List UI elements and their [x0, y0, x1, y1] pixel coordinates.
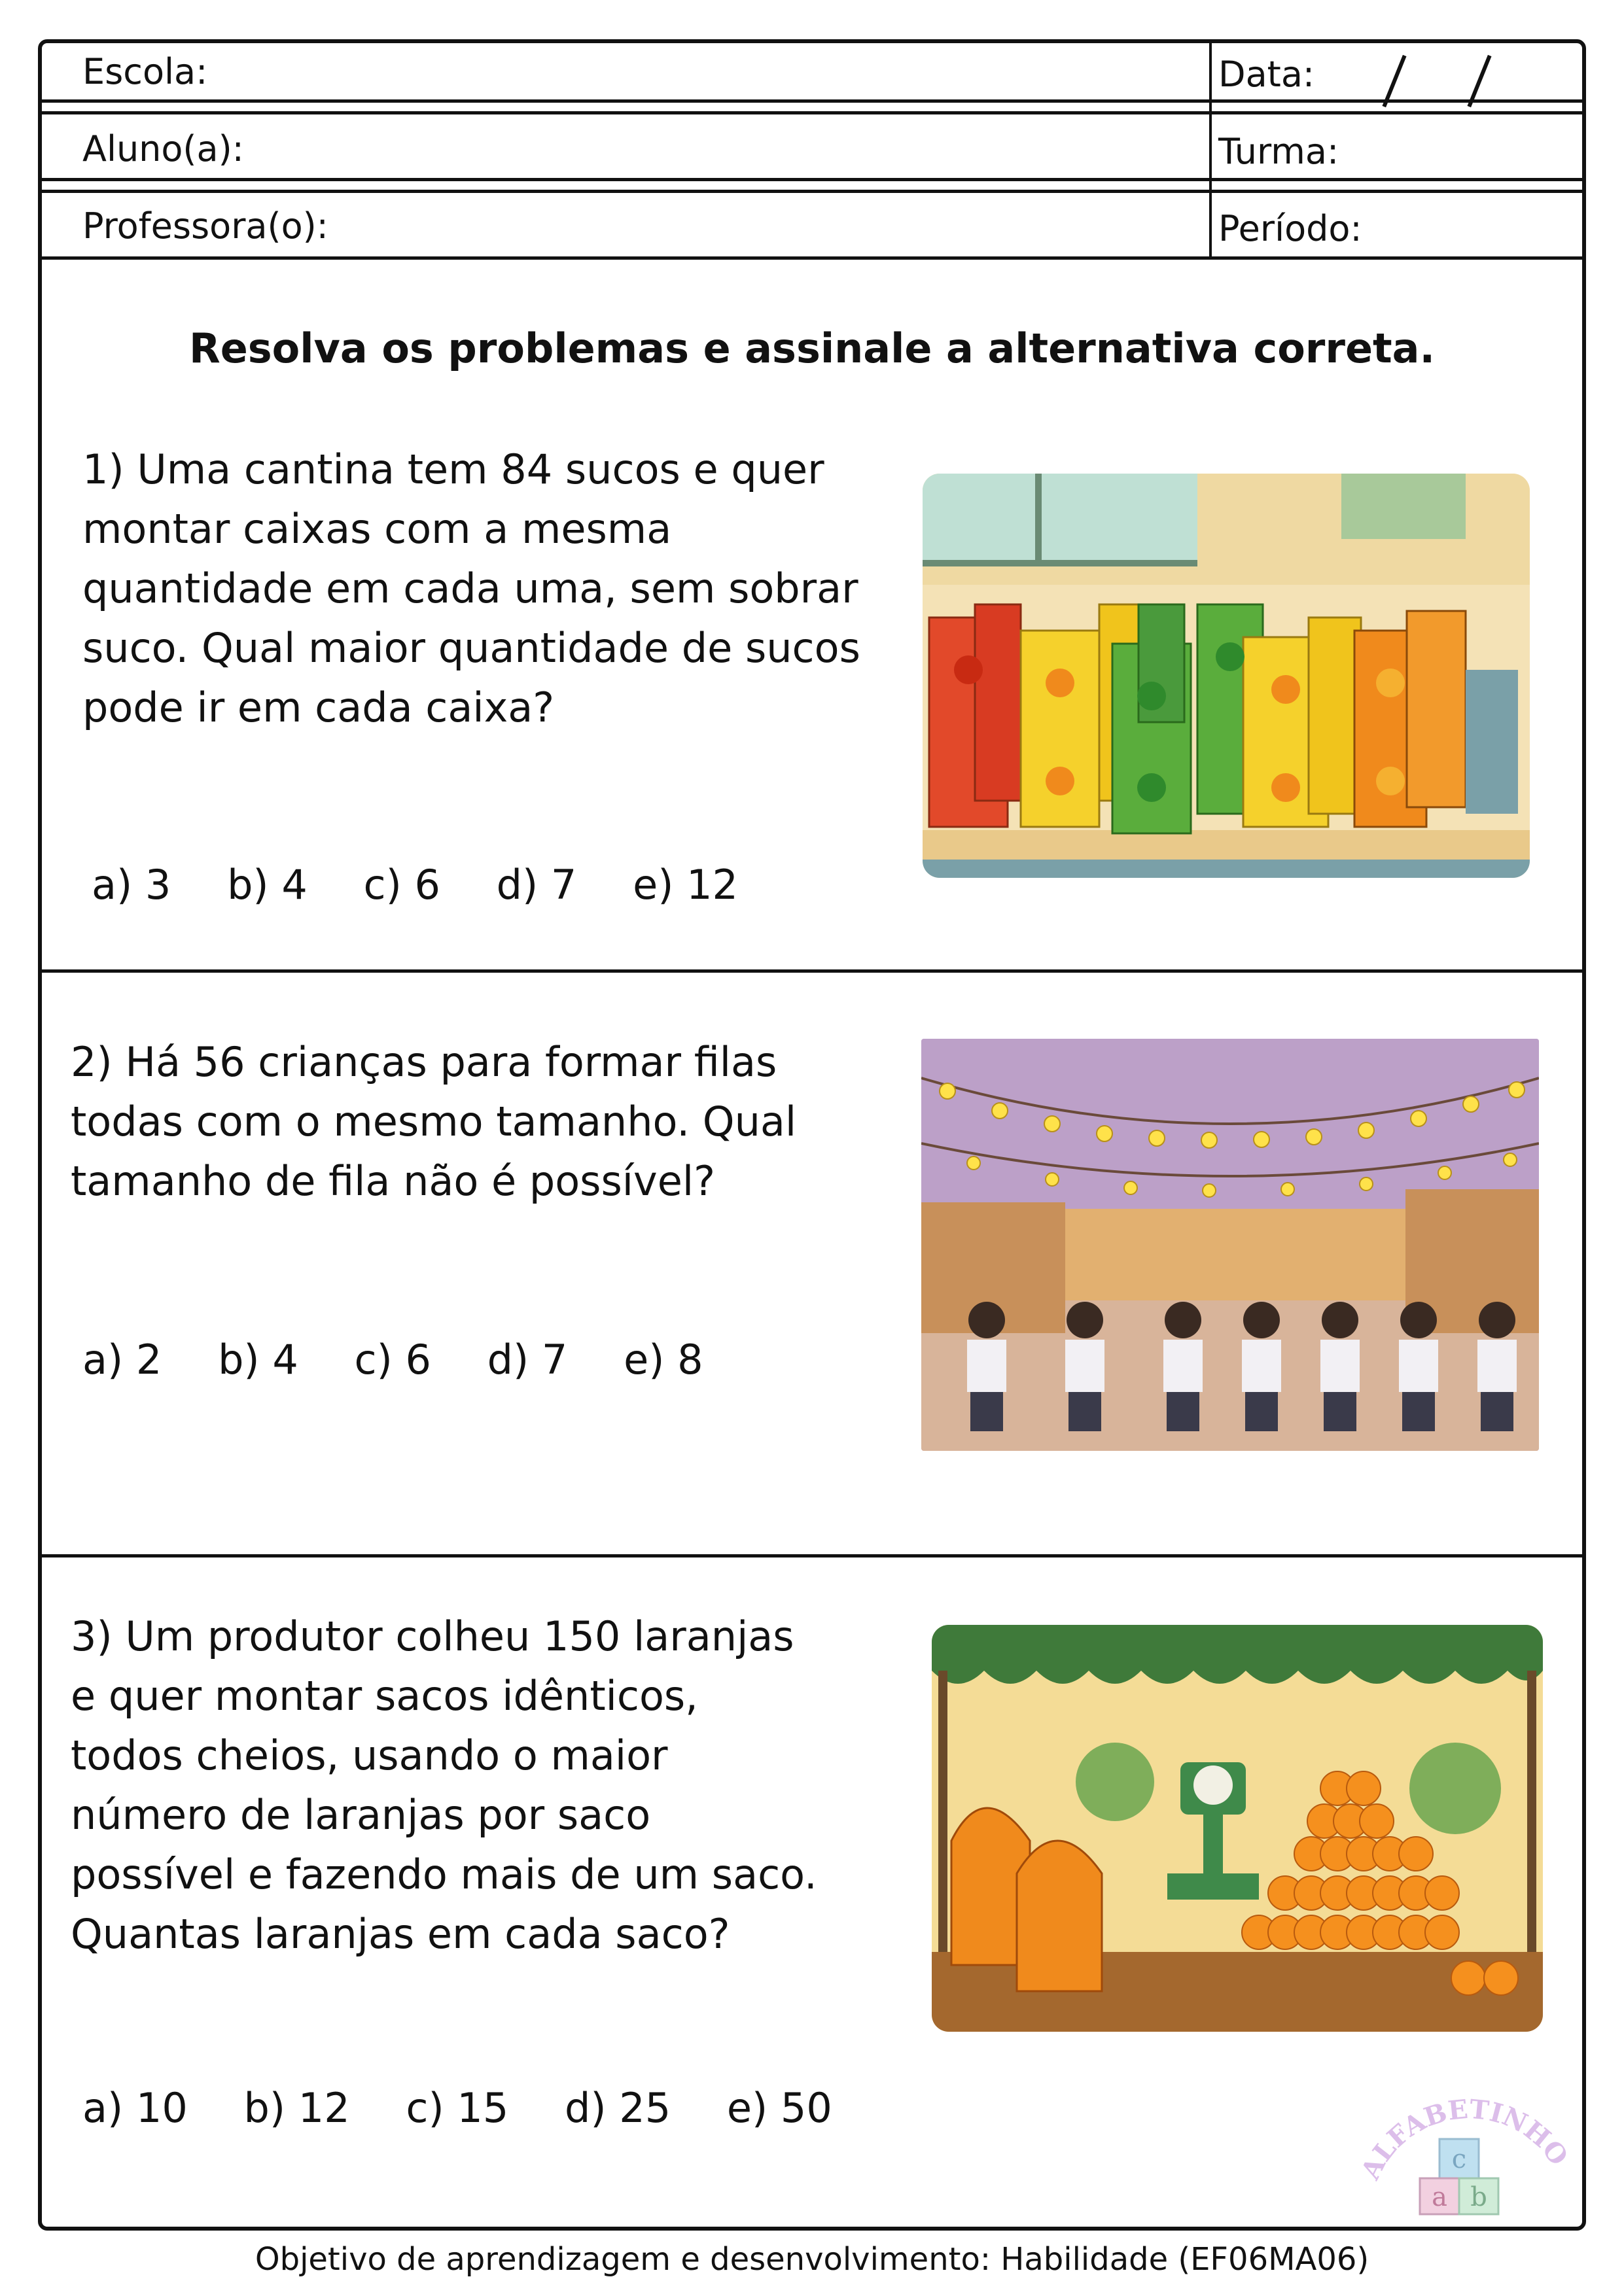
question-3-options [82, 2084, 875, 2132]
juice-boxes-illustration [923, 474, 1530, 878]
turma-label: Turma: [1218, 131, 1339, 172]
option-e[interactable]: e) 50 [726, 2084, 832, 2132]
header-divider [38, 99, 1586, 103]
footer-objective: Objetivo de aprendizagem e desenvolvimento: Habilidade (EF06MA06) [255, 2241, 1369, 2278]
header-column-divider [1209, 41, 1212, 259]
orange-market-illustration [932, 1625, 1543, 2032]
juice-box-group [929, 604, 1518, 833]
svg-text:b: b [1470, 2182, 1487, 2212]
option-b[interactable]: b) 4 [227, 861, 308, 909]
option-c[interactable]: c) 6 [354, 1336, 431, 1383]
question-2-options [82, 1336, 747, 1383]
svg-text:c: c [1451, 2144, 1467, 2174]
escola-label: Escola: [82, 51, 208, 92]
question-3-text: 3) Um produtor colheu 150 laranjas e quer montar sacos idênticos, todos cheios, usando o maior número de laranjas por saco possível e fazendo mais de um saco. Quantas laranjas em cada saco? [71, 1612, 817, 1958]
svg-text:a: a [1432, 2182, 1447, 2212]
header-divider [38, 190, 1586, 193]
option-a[interactable]: a) 3 [92, 861, 171, 909]
option-a[interactable]: a) 2 [82, 1336, 162, 1383]
option-d[interactable]: d) 7 [496, 861, 577, 909]
periodo-label: Período: [1218, 208, 1362, 249]
option-d[interactable]: d) 7 [487, 1336, 568, 1383]
option-e[interactable]: e) 12 [633, 861, 738, 909]
option-d[interactable]: d) 25 [565, 2084, 671, 2132]
option-b[interactable]: b) 4 [218, 1336, 298, 1383]
option-c[interactable]: c) 15 [406, 2084, 509, 2132]
option-b[interactable]: b) 12 [243, 2084, 350, 2132]
option-c[interactable]: c) 6 [363, 861, 440, 909]
section-divider [38, 969, 1586, 973]
section-divider [38, 1554, 1586, 1557]
option-e[interactable]: e) 8 [624, 1336, 703, 1383]
logo-text: LFABETINHO [1367, 2093, 1574, 2172]
professora-label: Professora(o): [82, 205, 328, 247]
header-divider [38, 111, 1586, 114]
children-in-line-illustration [921, 1039, 1539, 1451]
question-1-options [92, 861, 781, 909]
question-1-text: 1) Uma cantina tem 84 sucos e quer montar caixas com a mesma quantidade em cada uma, sem sobrar suco. Qual maior quantidade de sucos pode ir em cada caixa? [82, 445, 860, 731]
header-divider [38, 256, 1586, 260]
option-a[interactable]: a) 10 [82, 2084, 188, 2132]
question-2-text: 2) Há 56 crianças para formar filas todas com o mesmo tamanho. Qual tamanho de fila não é possível? [71, 1038, 797, 1205]
aluno-label: Aluno(a): [82, 128, 244, 169]
instructions-title: Resolva os problemas e assinale a alternativa correta. [188, 324, 1436, 372]
header-divider [38, 178, 1586, 181]
data-label: Data: [1218, 54, 1315, 95]
alfabetinho-logo [1361, 2080, 1577, 2218]
